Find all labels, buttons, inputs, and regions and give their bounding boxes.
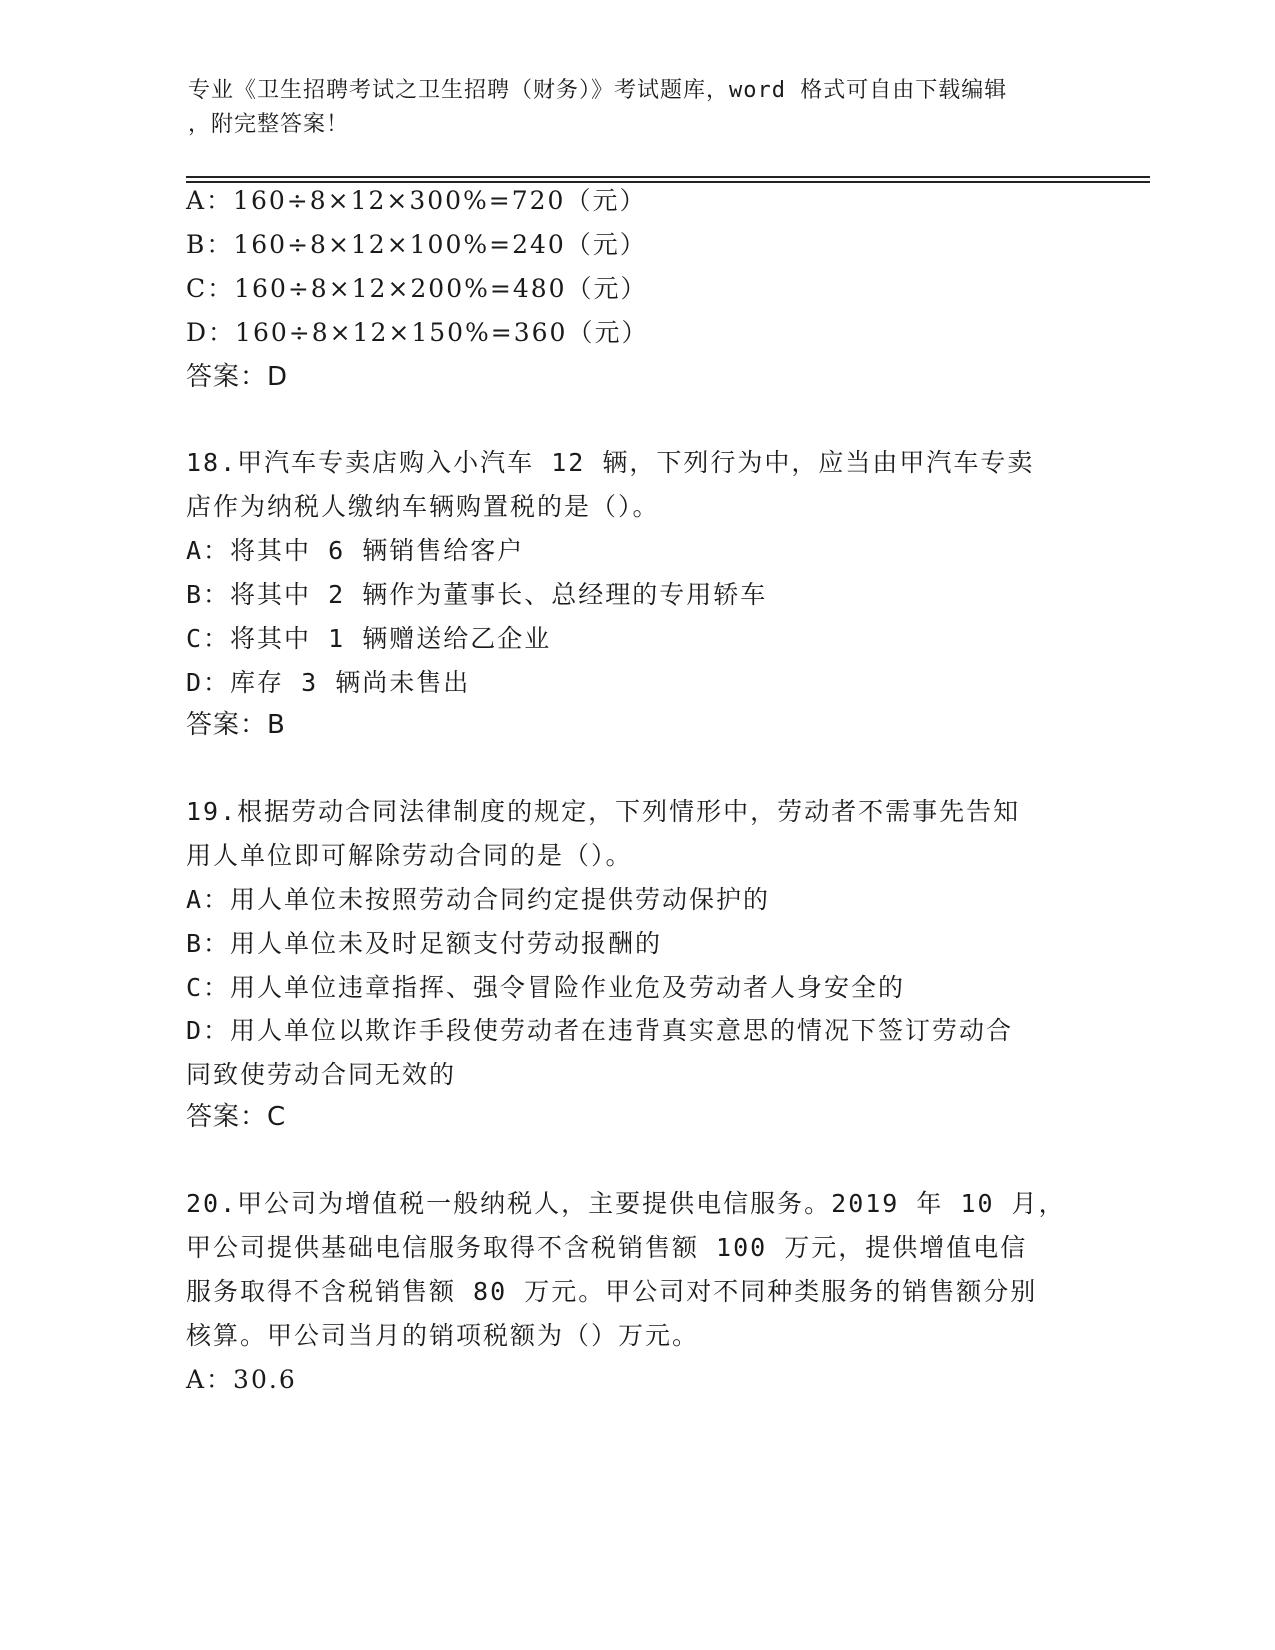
q19-option-b: B：用人单位未及时足额支付劳动报酬的 (186, 929, 663, 958)
q18-option-d: D：库存 3 辆尚未售出 (186, 668, 471, 697)
q19-option-a: A：用人单位未按照劳动合同约定提供劳动保护的 (186, 885, 771, 914)
header-note-line2: ，附完整答案！ (188, 112, 350, 137)
q20-stem-line1: 20.甲公司为增值税一般纳税人，主要提供电信服务。2019 年 10 月， (186, 1189, 1066, 1218)
q20-stem-line2: 甲公司提供基础电信服务取得不含税销售额 100 万元，提供增值电信 (186, 1233, 1028, 1262)
header-divider-top (186, 176, 1150, 178)
q20-stem-line4: 核算。甲公司当月的销项税额为（）万元。 (186, 1321, 700, 1350)
q18-option-a: A：将其中 6 辆销售给客户 (186, 536, 525, 565)
q20-option-a: A：30.6 (186, 1365, 297, 1394)
q17-answer: 答案：D (186, 362, 289, 392)
q19-stem-line2: 用人单位即可解除劳动合同的是（）。 (186, 841, 633, 870)
q19-option-c: C：用人单位违章指挥、强令冒险作业危及劳动者人身安全的 (186, 973, 906, 1002)
header-note (188, 74, 1068, 142)
q18-option-b: B：将其中 2 辆作为董事长、总经理的专用轿车 (186, 580, 768, 609)
q20-stem-line3: 服务取得不含税销售额 80 万元。甲公司对不同种类服务的销售额分别 (186, 1277, 1038, 1306)
q18-stem-line2: 店作为纳税人缴纳车辆购置税的是（）。 (186, 492, 660, 521)
q19-option-d-line2: 同致使劳动合同无效的 (186, 1060, 457, 1089)
header-divider-bottom (186, 181, 1150, 183)
q17-option-d: D：160÷8×12×150%=360（元） (186, 318, 649, 347)
q17-option-a: A：160÷8×12×300%=720（元） (186, 186, 647, 215)
q18-answer: 答案：B (186, 710, 286, 740)
q18-option-c: C：将其中 1 辆赠送给乙企业 (186, 624, 552, 653)
q19-stem-line1: 19.根据劳动合同法律制度的规定，下列情形中，劳动者不需事先告知 (186, 797, 1021, 826)
q19-answer: 答案：C (186, 1102, 287, 1132)
q18-stem-line1: 18.甲汽车专卖店购入小汽车 12 辆，下列行为中，应当由甲汽车专卖 (186, 448, 1035, 477)
q17-option-c: C：160÷8×12×200%=480（元） (186, 274, 648, 303)
header-note-line1: 专业《卫生招聘考试之卫生招聘（财务）》考试题库，word 格式可自由下载编辑 (188, 78, 1008, 103)
q17-option-b: B：160÷8×12×100%=240（元） (186, 230, 647, 259)
q19-option-d-line1: D：用人单位以欺诈手段使劳动者在违背真实意思的情况下签订劳动合 (186, 1016, 1014, 1045)
